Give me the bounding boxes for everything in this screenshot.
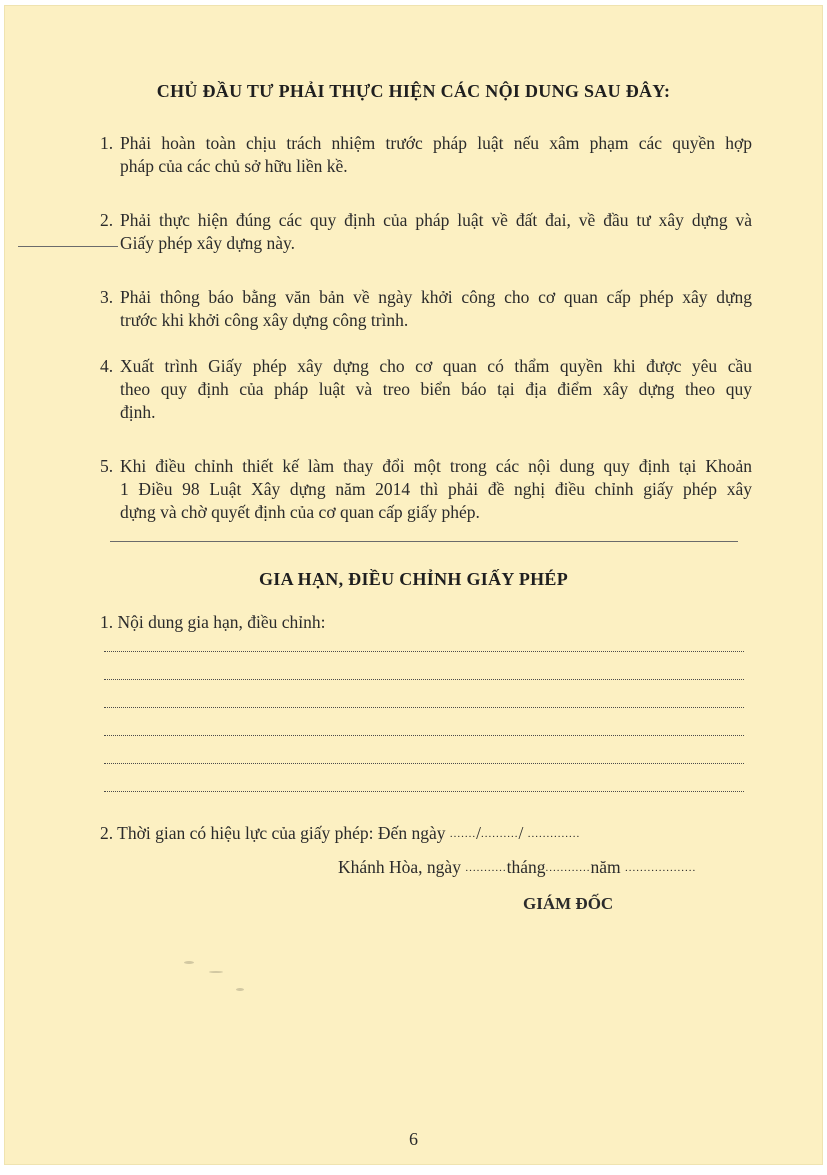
item-line: dựng và chờ quyết định của cơ quan cấp giấy phép.	[120, 502, 480, 522]
day-blank[interactable]: ...........	[465, 862, 507, 874]
section-divider	[110, 541, 738, 542]
signer-title: GIÁM ĐỐC	[523, 894, 614, 913]
validity-label: 2. Thời gian có hiệu lực của giấy phép: Đến ngày	[100, 823, 446, 843]
content-blank-line[interactable]	[104, 735, 744, 736]
item-number: 2.	[100, 210, 114, 230]
item-line: Xuất trình Giấy phép xây dựng cho cơ quan có thẩm quyền khi được yêu cầu	[120, 356, 752, 376]
obligations-title: CHỦ ĐẦU TƯ PHẢI THỰC HIỆN CÁC NỘI DUNG SAU ĐÂY:	[156, 81, 671, 101]
scan-mark	[209, 971, 223, 973]
place-label: Khánh Hòa, ngày	[338, 857, 461, 877]
obligation-item-1	[100, 132, 752, 178]
year-blank[interactable]: ...................	[624, 862, 697, 874]
date-separator: /	[518, 823, 524, 843]
scan-mark	[236, 988, 244, 991]
item-line: định.	[120, 402, 156, 422]
item-number: 3.	[100, 287, 114, 307]
item-number: 5.	[100, 456, 114, 476]
obligation-item-2	[100, 209, 752, 255]
item-line: Giấy phép xây dựng này.	[120, 233, 296, 253]
content-blank-line[interactable]	[104, 791, 744, 792]
month-word: tháng	[506, 857, 546, 877]
extension-content-label: 1. Nội dung gia hạn, điều chỉnh:	[100, 612, 326, 632]
obligation-item-4	[100, 355, 752, 424]
item-line: Khi điều chỉnh thiết kế làm thay đổi một trong các nội dung quy định tại Khoản	[120, 456, 752, 476]
item-line: theo quy định của pháp luật và treo biển báo tại địa điểm xây dựng theo quy	[120, 379, 752, 399]
validity-line	[100, 823, 580, 844]
date-separator: /	[476, 823, 481, 843]
place-date-line	[338, 857, 696, 878]
validity-year-blank[interactable]: ..............	[527, 828, 581, 840]
item-line: 1 Điều 98 Luật Xây dựng năm 2014 thì phải đề nghị điều chỉnh giấy phép xây	[120, 479, 752, 499]
month-blank[interactable]: ............	[545, 862, 591, 874]
item-line: Phải hoàn toàn chịu trách nhiệm trước pháp luật nếu xâm phạm các quyền hợp	[120, 133, 752, 153]
content-blank-line[interactable]	[104, 651, 744, 652]
document-page	[4, 5, 823, 1165]
item-line: Phải thông báo bằng văn bản về ngày khởi công cho cơ quan cấp phép xây dựng	[120, 287, 752, 307]
validity-day-blank[interactable]: .......	[449, 828, 477, 840]
page-number: 6	[409, 1129, 418, 1149]
extension-title: GIA HẠN, ĐIỀU CHỈNH GIẤY PHÉP	[258, 569, 569, 589]
validity-month-blank[interactable]: ..........	[480, 828, 519, 840]
obligation-item-3	[100, 286, 752, 332]
content-blank-line[interactable]	[104, 707, 744, 708]
margin-rule	[18, 246, 118, 247]
item-line: pháp của các chủ sở hữu liền kề.	[120, 156, 348, 176]
content-blank-line[interactable]	[104, 763, 744, 764]
item-number: 1.	[100, 133, 114, 153]
item-line: Phải thực hiện đúng các quy định của pháp luật về đất đai, về đầu tư xây dựng và	[120, 210, 752, 230]
content-blank-line[interactable]	[104, 679, 744, 680]
year-word: năm	[590, 857, 621, 877]
item-line: trước khi khởi công xây dựng công trình.	[120, 310, 409, 330]
scan-mark	[184, 961, 194, 964]
item-number: 4.	[100, 356, 114, 376]
obligation-item-5	[100, 455, 752, 524]
